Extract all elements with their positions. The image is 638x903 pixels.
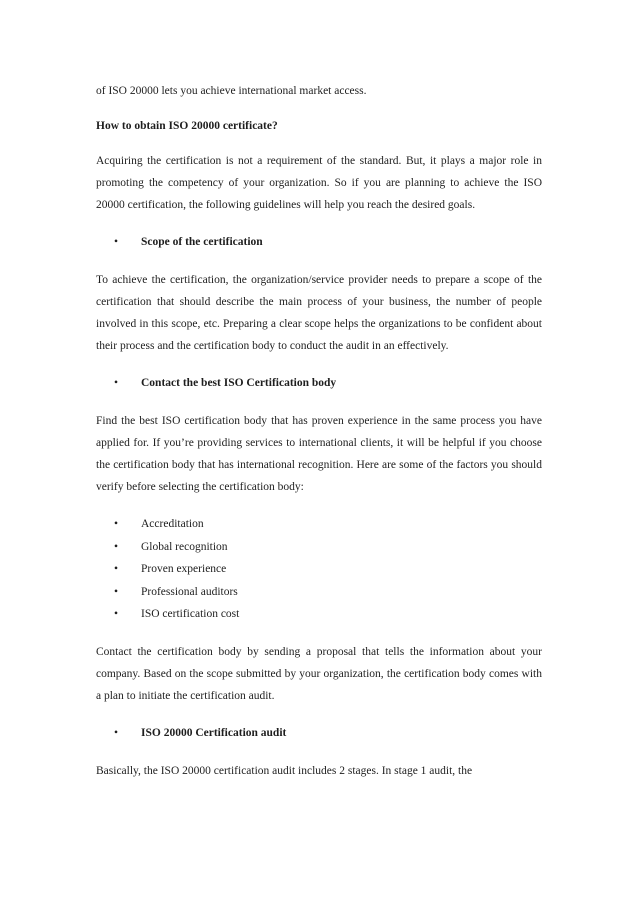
scope-paragraph: To achieve the certification, the organization/service provider needs to prepare a scope of the certification that should describe the main process of your business, the number of people involved in this scope, etc. Preparing a clear scope helps the organizations to be confident about their process and the certification body to conduct the audit in an effectively. [96, 274, 542, 352]
audit-paragraph: Basically, the ISO 20000 certification audit includes 2 stages. In stage 1 audit, the [96, 764, 473, 777]
section-heading: How to obtain ISO 20000 certificate? [96, 120, 278, 132]
list-item [96, 536, 542, 559]
bullet-heading-audit [96, 722, 542, 744]
list-item-label: Professional auditors [141, 585, 238, 598]
list-item [96, 513, 542, 536]
bullet-heading-scope [96, 231, 542, 253]
bullet-icon: • [114, 608, 119, 620]
document-body [96, 80, 542, 797]
bullet-icon: • [114, 518, 119, 530]
bullet-icon: • [114, 236, 119, 248]
bullet-heading-label: ISO 20000 Certification audit [141, 726, 287, 739]
bullet-icon: • [114, 585, 119, 598]
list-item [96, 603, 542, 626]
list-item-label: Global recognition [141, 540, 228, 553]
bullet-icon: • [114, 540, 119, 553]
bullet-heading-label: Scope of the certification [141, 236, 263, 248]
factors-list [96, 513, 542, 626]
continuation-text: of ISO 20000 lets you achieve international market access. [96, 85, 367, 97]
list-item-label: Accreditation [141, 518, 204, 530]
bullet-icon: • [114, 563, 119, 575]
proposal-paragraph: Contact the certification body by sending a proposal that tells the information about your company. Based on the scope submitted by your organization, the certification body comes with a plan to initiate the certification audit. [96, 645, 542, 702]
list-item-label: Proven experience [141, 563, 227, 575]
contact-paragraph: Find the best ISO certification body that has proven experience in the same process you have applied for. If you’re providing services to international clients, it will be helpful if you choose the certification body that has international recognition. Here are some of the factors you should verify before selecting the certification body: [96, 415, 542, 493]
list-item [96, 581, 542, 604]
bullet-icon: • [114, 377, 119, 389]
intro-paragraph: Acquiring the certification is not a requirement of the standard. But, it plays a major role in promoting the competency of your organization. So if you are planning to achieve the ISO 20000 certification, the following guidelines will help you reach the desired goals. [96, 155, 542, 211]
bullet-icon: • [114, 726, 119, 739]
bullet-heading-label: Contact the best ISO Certification body [141, 377, 337, 389]
bullet-heading-contact [96, 372, 542, 394]
list-item-label: ISO certification cost [141, 608, 240, 620]
list-item [96, 558, 542, 581]
